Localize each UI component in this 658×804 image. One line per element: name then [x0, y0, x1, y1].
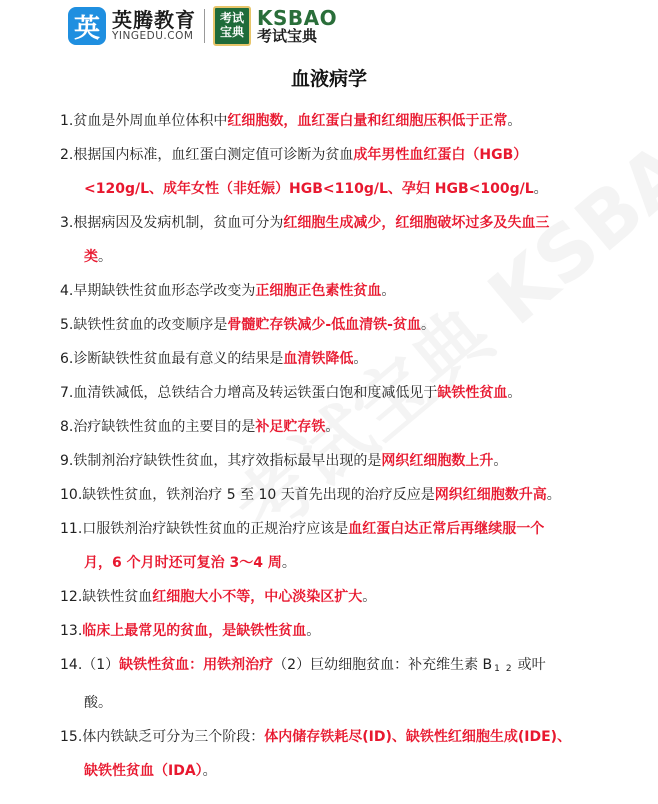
item-text: 15.体内铁缺乏可分为三个阶段： [60, 729, 265, 745]
ksbao-brand[interactable] [257, 5, 338, 45]
item-text: 13. [60, 623, 83, 639]
item-text: 3.根据病因及发病机制，贫血可分为 [60, 215, 284, 231]
yingedu-logo-icon[interactable]: 英 [68, 7, 106, 45]
page-title: 血液病学 [290, 68, 367, 90]
item-tail: 。 [325, 419, 340, 435]
brand-en: YINGEDU.COM [112, 29, 194, 42]
item-tail: 。 [202, 763, 217, 779]
item-highlight: 类 [84, 249, 98, 265]
list-item [60, 206, 620, 240]
seal-line-2: 宝典 [219, 25, 244, 39]
list-item [60, 410, 620, 444]
item-text: 9.铁制剂治疗缺铁性贫血，其疗效指标最早出现的是 [60, 453, 382, 469]
item-highlight: 血清铁降低 [283, 351, 354, 367]
list-item [60, 308, 620, 342]
item-highlight: 红细胞生成减少，红细胞破坏过多及失血三 [283, 215, 550, 231]
item-highlight: 缺铁性贫血（IDA） [84, 763, 203, 779]
header [68, 4, 337, 48]
list-item [60, 342, 620, 376]
brand-cn: 英腾教育 [112, 7, 196, 32]
item-highlight: 正细胞正色素性贫血 [255, 283, 382, 299]
item-tail: 。 [362, 589, 377, 605]
list-item-continuation [60, 172, 620, 206]
item-highlight: <120g/L、成年女性（非妊娠）HGB<110g/L、孕妇 HGB<100g/L [84, 181, 534, 197]
list-item [60, 138, 620, 172]
item-highlight: 骨髓贮存铁减少-低血清铁-贫血 [227, 317, 421, 333]
item-text: 11.口服铁剂治疗缺铁性贫血的正规治疗应该是 [60, 521, 349, 537]
item-text: 12.缺铁性贫血 [60, 589, 153, 605]
seal-line-1: 考试 [219, 11, 244, 26]
list-item [60, 580, 620, 614]
item-tail: 。 [98, 249, 112, 265]
item-highlight: 缺铁性贫血 [437, 385, 508, 401]
list-item [60, 720, 620, 754]
item-text: （2）巨幼细胞贫血：补充维生素 B [273, 657, 493, 673]
brand2-cn: 考试宝典 [257, 26, 318, 45]
item-tail: 。 [281, 555, 296, 571]
item-tail: 。 [420, 317, 435, 333]
item-highlight: 网织红细胞数升高 [434, 487, 547, 503]
item-text: 4.早期缺铁性贫血形态学改变为 [60, 283, 256, 299]
item-text: 1.贫血是外周血单位体积中 [60, 113, 228, 129]
list-item [60, 444, 620, 478]
item-tail: 。 [353, 351, 368, 367]
list-item-continuation [60, 686, 620, 720]
item-text: 酸。 [84, 695, 112, 711]
item-text: 2.根据国内标准，血红蛋白测定值可诊断为贫血 [60, 147, 354, 163]
list-item [60, 478, 620, 512]
list-item [60, 104, 620, 138]
item-highlight: 网织红细胞数上升 [381, 453, 494, 469]
item-highlight: 红细胞数，血红蛋白量和红细胞压积低于正常 [227, 113, 508, 129]
yingedu-brand[interactable] [112, 7, 196, 42]
item-tail: 。 [493, 453, 508, 469]
item-highlight: 成年男性血红蛋白（HGB） [353, 147, 528, 163]
item-text: 8.治疗缺铁性贫血的主要目的是 [60, 419, 256, 435]
list-item-continuation [60, 754, 620, 788]
item-tail: 。 [507, 113, 522, 129]
brand2-en: KSBAO [257, 5, 338, 30]
list-item [60, 614, 620, 648]
item-text: 10.缺铁性贫血，铁剂治疗 5 至 10 天首先出现的治疗反应是 [60, 487, 435, 503]
header-divider [204, 9, 205, 43]
list-item [60, 648, 620, 686]
item-highlight: 补足贮存铁 [255, 419, 326, 435]
item-subscript: 12 [494, 664, 518, 674]
item-highlight: 红细胞大小不等，中心淡染区扩大 [152, 589, 363, 605]
ksbao-seal-icon[interactable] [213, 6, 251, 46]
notes-list [60, 104, 620, 788]
item-text: 或叶 [517, 657, 546, 673]
item-tail: 。 [533, 181, 548, 197]
item-tail: 。 [507, 385, 522, 401]
list-item-continuation [60, 546, 620, 580]
item-text: 14.（1） [60, 657, 120, 673]
item-highlight: 血红蛋白达正常后再继续服一个 [348, 521, 545, 537]
item-highlight: 临床上最常见的贫血，是缺铁性贫血 [82, 623, 307, 639]
item-highlight: 体内储存铁耗尽(ID)、缺铁性红细胞生成(IDE)、 [264, 729, 572, 745]
item-tail: 。 [546, 487, 561, 503]
item-highlight: 缺铁性贫血：用铁剂治疗 [119, 657, 274, 673]
list-item [60, 376, 620, 410]
item-text: 7.血清铁减低，总铁结合力增高及转运铁蛋白饱和度减低见于 [60, 385, 438, 401]
list-item [60, 512, 620, 546]
item-text: 6.诊断缺铁性贫血最有意义的结果是 [60, 351, 284, 367]
list-item [60, 274, 620, 308]
item-text: 5.缺铁性贫血的改变顺序是 [60, 317, 228, 333]
list-item-continuation [60, 240, 620, 274]
item-highlight: 月，6 个月时还可复治 3～4 周 [84, 555, 282, 571]
item-tail: 。 [381, 283, 396, 299]
item-tail: 。 [306, 623, 321, 639]
